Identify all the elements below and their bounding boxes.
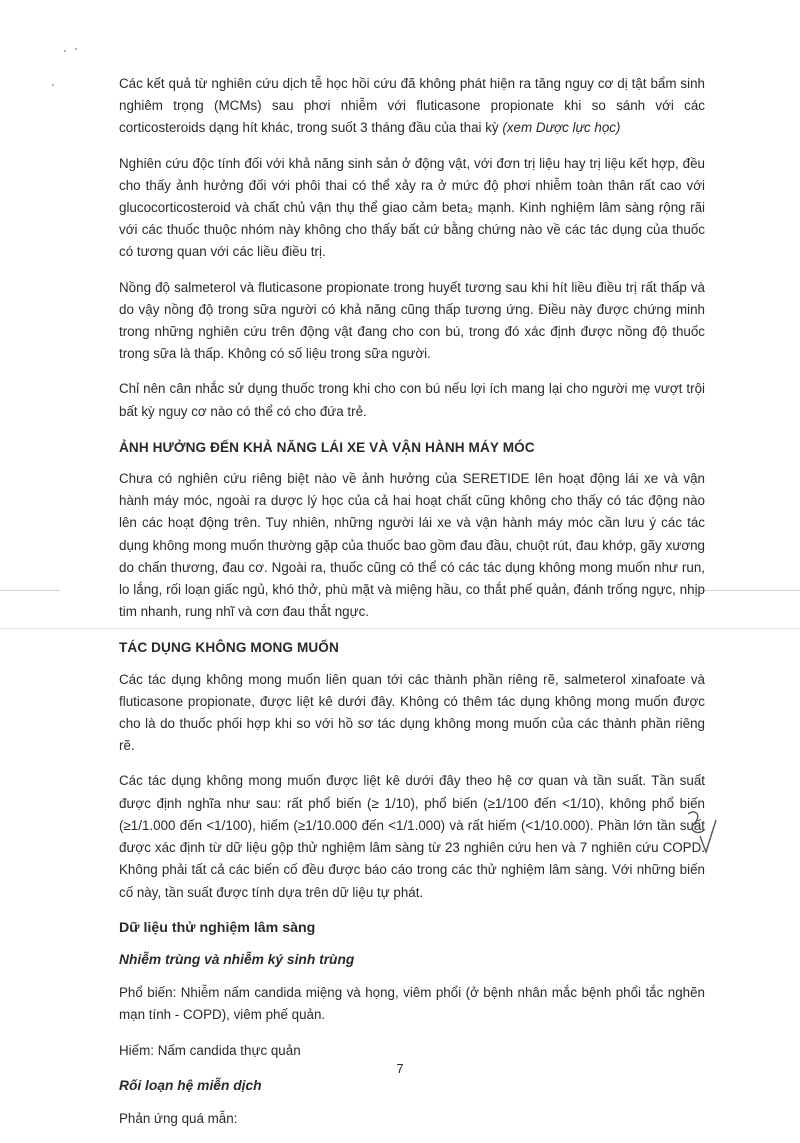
heading-driving: ẢNH HƯỞNG ĐẾN KHẢ NĂNG LÁI XE VÀ VẬN HÀNH MÁY MÓC (119, 439, 535, 455)
paragraph-rare: Hiếm: Nấm candida thực quản (119, 1042, 301, 1058)
paragraph-hypersensitivity: Phản ứng quá mẫn: (119, 1110, 238, 1126)
scan-speck (75, 48, 77, 50)
subheading-clinical-trial-data: Dữ liệu thử nghiệm lâm sàng (119, 919, 316, 936)
paragraph-common: Phổ biến: Nhiễm nấm candida miệng và họng, viêm phổi (ở bệnh nhân mắc bệnh phổi tắc nghẽn mạn tính - COPD), viêm phế quản. (119, 985, 705, 1023)
xref-pharmacodynamics: (xem Dược lực học) (502, 120, 621, 136)
scan-line (700, 590, 800, 591)
page-number: 7 (396, 1061, 404, 1076)
paragraph-adverse-frequency: Các tác dụng không mong muốn được liệt kê dưới đây theo hệ cơ quan và tần suất. Tần suất được định nghĩa như sau: rất phổ biến (≥ 1/10), phổ biến (≥1/100 đến <1/10), không phổ biến (≥1/1.000 đến <1/100), hiếm (≥1/10.000 đến <1/1.000) và rất hiếm (<1/10.000). Phần lớn tần suất được xác định từ dữ liệu gộp thử nghiệm lâm sàng từ 23 nghiên cứu hen và 7 nghiên cứu COPD. Không phải tất cả các biến cố đều được báo cáo trong các thử nghiệm lâm sàng. Với những biến cố này, tần suất được tính dựa trên dữ liệu tự phát. (119, 773, 705, 900)
heading-adverse-effects: TÁC DỤNG KHÔNG MONG MUỐN (119, 640, 339, 656)
paragraph-reproductive-toxicity: Nghiên cứu độc tính đối với khả năng sinh sản ở động vật, với đơn trị liệu hay trị liệu kết hợp, đều cho thấy ảnh hưởng đối với phôi thai có thể xảy ra ở mức độ phơi nhiễm toàn thân rất cao với glucocorticosteroid và chất chủ vận thụ thể giao cảm beta₂ mạnh. Kinh nghiệm lâm sàng rộng rãi với các thuốc thuộc nhóm này không cho thấy bất cứ bằng chứng nào về các tác dụng của thuốc có tương quan với các liều điều trị. (119, 155, 705, 260)
subheading-infections: Nhiễm trùng và nhiễm ký sinh trùng (119, 951, 355, 967)
handwritten-initials-icon (682, 806, 722, 858)
scan-speck (64, 50, 66, 52)
document-body (119, 73, 705, 1143)
paragraph-breastfeeding: Chỉ nên cân nhắc sử dụng thuốc trong khi cho con bú nếu lợi ích mang lại cho người mẹ vượt trội bất kỳ nguy cơ nào có thể có cho đứa trẻ. (119, 381, 705, 419)
paragraph-epidemiology: Các kết quả từ nghiên cứu dịch tễ học hồi cứu đã không phát hiện ra tăng nguy cơ dị tật bẩm sinh nghiêm trọng (MCMs) sau phơi nhiễm với fluticasone propionate khi so sánh với các corticosteroids dạng hít khác, trong suốt 3 tháng đầu của thai kỳ (xem Dược lực học) (119, 76, 705, 136)
subheading-immune-disorders: Rối loạn hệ miễn dịch (119, 1077, 262, 1093)
scan-speck (52, 84, 54, 86)
paragraph-breast-milk: Nồng độ salmeterol và fluticasone propionate trong huyết tương sau khi hít liều điều trị rất thấp và do vậy nồng độ trong sữa người có khả năng cũng thấp tương ứng. Điều này được chứng minh trong những nghiên cứu trên động vật đang cho con bú, trong đó xác định được nồng độ thuốc trong sữa là thấp. Không có số liệu trong sữa người. (119, 279, 705, 362)
scan-line (0, 590, 60, 591)
paragraph-driving: Chưa có nghiên cứu riêng biệt nào về ảnh hưởng của SERETIDE lên hoạt động lái xe và vận hành máy móc, ngoài ra dược lý học của cả hai hoạt chất cũng không cho thấy có tác động nào lên các hoạt động trên. Tuy nhiên, những người lái xe và vận hành máy móc cần lưu ý các tác dụng không mong muốn thường gặp của thuốc bao gồm đau đầu, chuột rút, đau khớp, gãy xương do chấn thương, đau cơ. Ngoài ra, thuốc cũng có thể có các tác dụng không mong muốn như run, lo lắng, rối loạn giấc ngủ, khó thở, phù mặt và miệng hầu, co thắt phế quản, đánh trống ngực, nhịp tim nhanh, rung nhĩ và cơn đau thắt ngực. (119, 471, 705, 620)
paragraph-adverse-components: Các tác dụng không mong muốn liên quan tới các thành phần riêng rẽ, salmeterol xinafoate và fluticasone propionate, được liệt kê dưới đây. Không có thêm tác dụng không mong muốn được cho là do thuốc phối hợp khi so với hồ sơ tác dụng không mong muốn của các thành phần riêng rẽ. (119, 671, 705, 754)
